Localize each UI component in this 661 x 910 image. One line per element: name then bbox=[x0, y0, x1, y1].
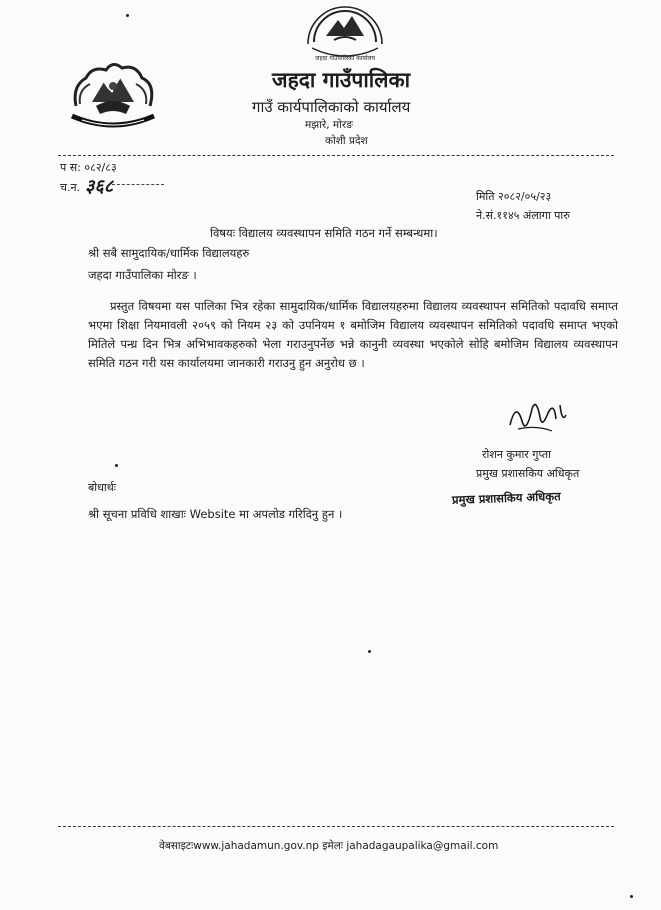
municipality-title: जहदा गाउँपालिका bbox=[272, 68, 411, 92]
address: मझारे, मोरङ bbox=[305, 119, 353, 131]
website-label: वेबसाइटः bbox=[159, 840, 194, 852]
cc-label: बोधार्थः bbox=[88, 481, 116, 494]
designation-stamp: प्रमुख प्रशासकिय अधिकृत bbox=[451, 489, 561, 507]
header-divider bbox=[58, 155, 614, 156]
signature bbox=[502, 395, 574, 445]
signatory-name: रोशन कुमार गुप्ता bbox=[482, 448, 551, 461]
recipient-location: जहदा गाउँपालिका मोरङ । bbox=[88, 268, 197, 282]
seal-text: जहदा गाउँपालिका कार्यालय bbox=[315, 55, 375, 62]
email-label: इमेलः bbox=[322, 840, 343, 852]
signatory-designation: प्रमुख प्रशासकिय अधिकृत bbox=[476, 467, 580, 480]
office-subtitle: गाउँ कार्यपालिकाको कार्यालय bbox=[252, 98, 411, 116]
footer-divider bbox=[58, 826, 614, 827]
website-link[interactable]: www.jahadamun.gov.np bbox=[193, 840, 319, 852]
scan-speck bbox=[126, 14, 129, 17]
cc-line: श्री सूचना प्रविधि शाखाः Website मा अपलोड गरिदिनु हुन । bbox=[88, 507, 343, 521]
letter-date: मिति २०८२/०५/२३ bbox=[476, 190, 552, 203]
email-link[interactable]: jahadagaupalika@gmail.com bbox=[346, 840, 499, 852]
dispatch-number: ३६८ bbox=[85, 176, 114, 197]
dispatch-label: च.न. bbox=[60, 181, 81, 194]
nepal-sambat-date: ने.सं.११४५ अंलागा पारु bbox=[476, 209, 570, 222]
scan-speck bbox=[368, 650, 371, 653]
scan-speck bbox=[115, 464, 118, 467]
letter-body: प्रस्तुत विषयमा यस पालिका भित्र रहेका सामुदायिक/धार्मिक विद्यालयहरुमा विद्यालय व्यवस्थापन समितिको पदावधि समाप्त भएमा शिक्षा नियमावली २०५९ को नियम २३ को उपनियम १ बमोजिम विद्यालय व्यवस्थापन समितिको पदावधि समाप्त भएको मितिले पन्ध्र दिन भित्र अभिभावकहरुको भेला गराउनुपर्नेछ भन्ने कानुनी व्यवस्था भएकोले सोहि बमोजिम विद्यालय व्यवस्थापन समिति गठन गरी यस कार्यालयमा जानकारी गराउनु हुन अनुरोध छ । bbox=[88, 299, 618, 370]
fiscal-year: प स: ०८२/८३ bbox=[60, 161, 117, 174]
province: कोशी प्रदेश bbox=[325, 135, 368, 147]
scan-speck bbox=[630, 895, 633, 898]
government-emblem-icon bbox=[66, 56, 160, 136]
municipality-seal bbox=[300, 2, 390, 64]
dispatch-underline bbox=[112, 184, 164, 185]
footer-contact bbox=[159, 839, 498, 853]
recipient: श्री सबै सामुदायिक/धार्मिक विद्यालयहरु bbox=[88, 246, 250, 260]
letter-subject: विषयः विद्यालय व्यवस्थापन समिति गठन गर्ने सम्बन्धमा। bbox=[210, 226, 438, 240]
